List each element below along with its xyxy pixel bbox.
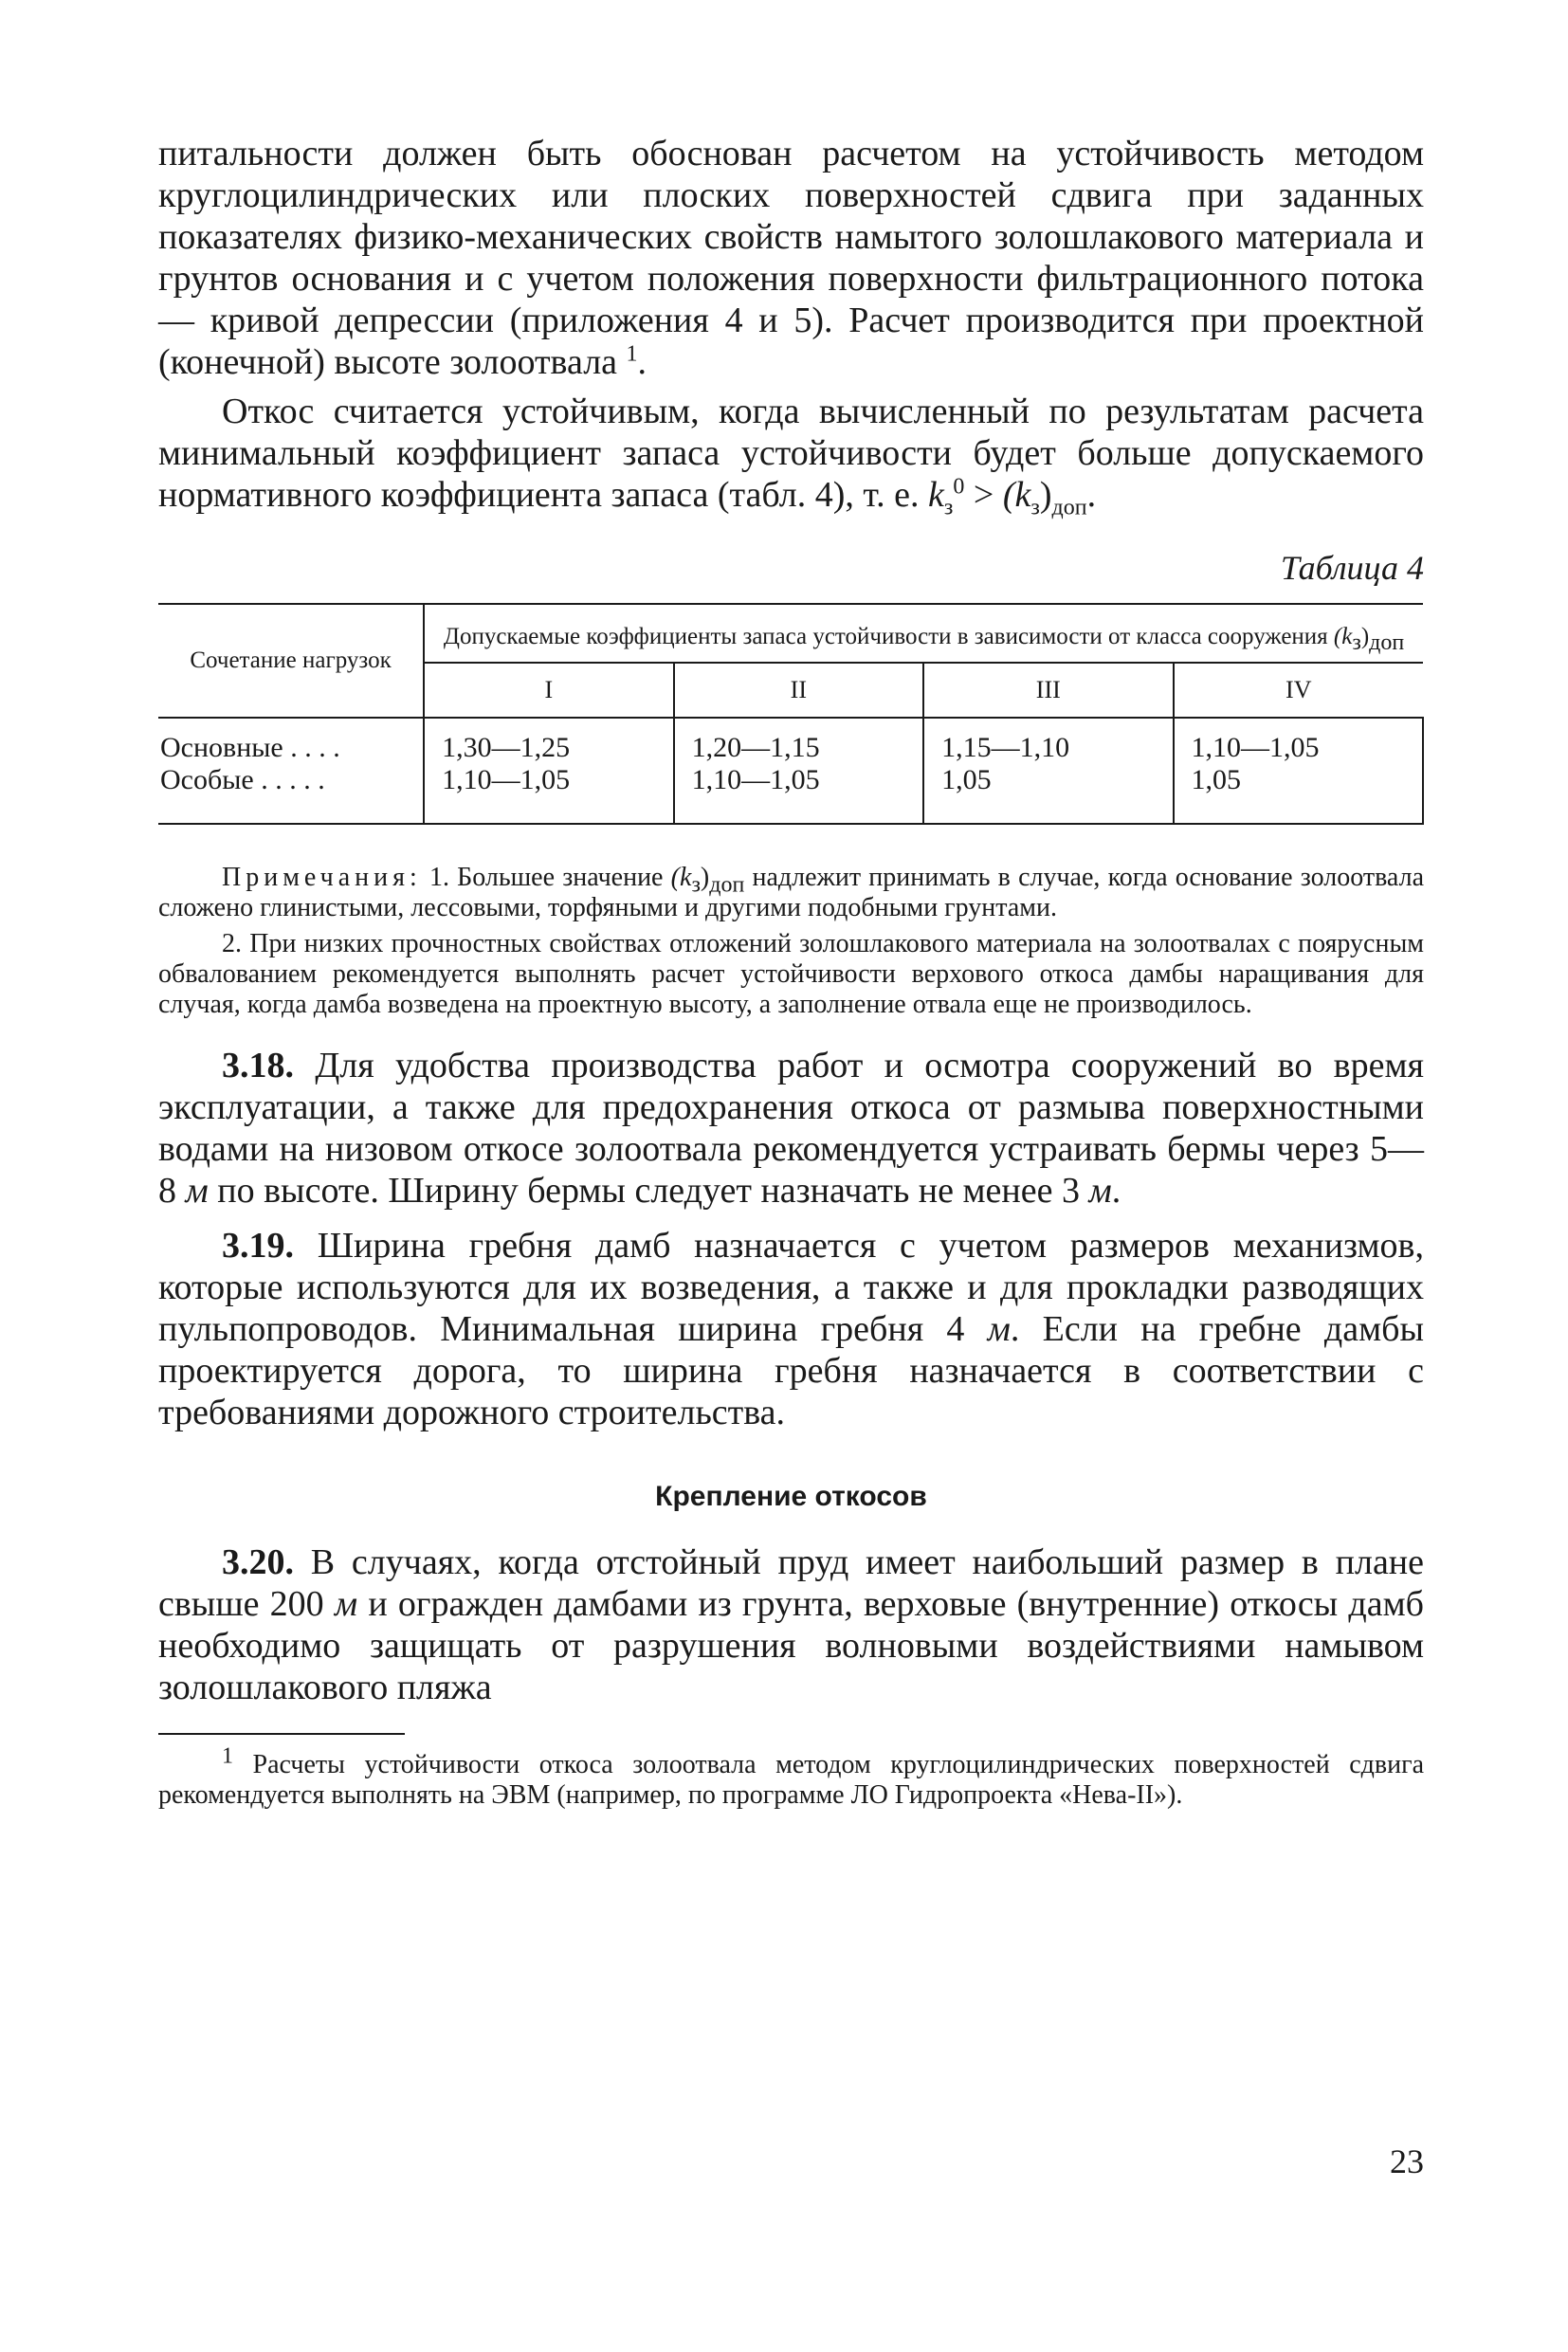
header-symbol: (k	[1333, 624, 1353, 649]
footnote-divider	[158, 1733, 405, 1735]
header-load-combination: Сочетание нагрузок	[158, 604, 424, 718]
section-text: В случаях, когда отстойный пруд имеет наибольший размер в плане свыше 200	[158, 1542, 1425, 1624]
punct: .	[1111, 1171, 1121, 1211]
section-heading: Крепление откосов	[655, 1481, 927, 1512]
table-4	[158, 603, 1424, 825]
paragraph-text: Откос считается устойчивым, когда вычисленный по результатам расчета минимальный коэффициент запаса устойчивости будет больше допускаемого нормативного коэффициента запаса (табл. 4), т. е.	[158, 392, 1424, 515]
page-body	[158, 133, 1424, 1811]
cell-class-IV	[1174, 718, 1423, 824]
cell-class-I	[424, 718, 673, 824]
formula-sub: з	[1030, 495, 1040, 520]
section-text: по высоте. Ширину бермы следует назначать не менее 3	[217, 1171, 1080, 1211]
formula-k-right: (k	[1002, 475, 1031, 515]
formula-end: .	[1086, 475, 1097, 515]
value: 1,05	[1191, 764, 1242, 795]
row-names-cell	[158, 718, 424, 824]
section-text: Ширина гребня дамб назначается с учетом размеров механизмов, которые используются для их возведения, а также и для прокладки разводящих пульпопроводов. Минимальная ширина гребня 4	[158, 1226, 1425, 1349]
header-symbol-paren: )	[1360, 624, 1370, 649]
formula-sub: доп	[1051, 495, 1087, 520]
header-coefficients	[424, 604, 1423, 663]
formula-paren: )	[1039, 475, 1052, 515]
note-1	[158, 863, 1424, 923]
value: 1,10—1,05	[442, 764, 571, 795]
header-symbol-sub2: доп	[1369, 630, 1405, 655]
page-number: 23	[1390, 2142, 1424, 2180]
formula-sub: з	[943, 495, 954, 520]
table-notes	[158, 863, 1424, 1020]
paragraph-stability-calc: питальности должен быть обоснован расчетом на устойчивость методом круглоцилиндрических или плоских поверхностей сдвига при заданных показателях физико-механических свойств намытого золошлакового материала и грунтов основания и с учетом положения поверхности фильтрационного потока — кривой депрессии (приложения 4 и 5). Расчет производится при проектной (конечной) высоте золоотвала $^1$.	[158, 134, 1424, 382]
value: 1,30—1,25	[442, 732, 571, 763]
header-class-III: III	[923, 663, 1173, 718]
value: 1,10—1,05	[1191, 732, 1320, 763]
header-class-IV: IV	[1285, 676, 1312, 703]
section-text: и огражден дамбами из грунта, верховые (внутренние) откосы дамб необходимо защищать от разрушения волновыми воздействиями намывом золошлакового пляжа	[158, 1584, 1424, 1707]
cell-class-II	[674, 718, 923, 824]
value: 1,20—1,15	[691, 732, 820, 763]
note-1-text-a: 1. Большее значение	[428, 863, 664, 892]
section-3-19	[158, 1225, 1424, 1433]
formula-operator: >	[964, 475, 1003, 515]
header-coefficients-text: Допускаемые коэффициенты запаса устойчивости в зависимости от класса сооружения	[443, 624, 1328, 649]
section-number: 3.18.	[222, 1046, 294, 1085]
note-1-text-b: надлежит принимать в случае, когда основание золоотвала сложено глинистыми, лессовыми, торфяными и другими подобными грунтами.	[158, 863, 1424, 922]
section-text: . Если на гребне дамбы проектируется дорога, то ширина гребня назначается в соответствии с требованиями дорожного строительства.	[158, 1309, 1424, 1432]
value: 1,15—1,10	[941, 732, 1070, 763]
unit: м	[334, 1584, 358, 1624]
unit: м	[1088, 1171, 1112, 1211]
paragraph-slope-stable	[158, 391, 1424, 520]
section-number: 3.19.	[222, 1226, 294, 1266]
note-1-sub: з	[691, 872, 701, 898]
value: 1,10—1,05	[691, 764, 820, 795]
section-3-18	[158, 1045, 1424, 1212]
header-class-I: I	[424, 663, 673, 718]
note-1-paren: )	[700, 863, 710, 892]
footnote-mark: 1	[222, 1743, 233, 1769]
note-1-symbol: (k	[670, 863, 692, 892]
paragraph-text: питальности должен быть обоснован расчетом на устойчивость методом круглоцилиндрических или плоских поверхностей сдвига при заданных показателях физико-механических свойств намытого золошлакового материала и грунтов основания и с учетом положения поверхности фильтрационного потока — кривой депрессии (приложения 4 и 5). Расчет производится при проектной (конечной) высоте золоотвала	[158, 134, 1424, 382]
section-number: 3.20.	[222, 1542, 294, 1582]
section-text: Для удобства производства работ и осмотра сооружений во время эксплуатации, а также для предохранения откоса от размыва поверхностными водами на низовом откосе золоотвала рекомендуется устраивать бермы через 5—8	[158, 1046, 1425, 1211]
header-symbol-sub: з	[1352, 630, 1361, 655]
footnote-text: Расчеты устойчивости откоса золоотвала методом круглоцилиндрических поверхностей сдвига рекомендуется выполнять на ЭВМ (например, по программе ЛО Гидропроекта «Нева-II»).	[158, 1750, 1425, 1810]
section-3-20	[158, 1541, 1424, 1708]
unit: м	[987, 1309, 1011, 1349]
row-name-main: Основные . . . .	[160, 732, 340, 763]
formula-k-left: k	[928, 475, 944, 515]
unit: м	[185, 1171, 209, 1211]
header-class-II: II	[674, 663, 923, 718]
notes-label: Примечания:	[222, 863, 422, 892]
value: 1,05	[941, 764, 992, 795]
formula-sup: 0	[953, 474, 965, 500]
cell-class-III	[923, 718, 1173, 824]
table-caption: Таблица 4	[1280, 549, 1424, 587]
note-2: 2. При низких прочностных свойствах отложений золошлакового материала на золоотвалах с поярусным обвалованием рекомендуется выполнять расчет устойчивости верхового откоса дамбы наращивания для случая, когда дамба возведена на проектную высоту, а заполнение отвала еще не производилось.	[158, 929, 1424, 1019]
footnote-ref: 1	[626, 341, 638, 367]
table-row	[158, 718, 1423, 824]
note-1-sub2: доп	[709, 872, 745, 898]
row-name-special: Особые . . . . .	[160, 764, 325, 795]
footnote	[158, 1743, 1425, 1811]
